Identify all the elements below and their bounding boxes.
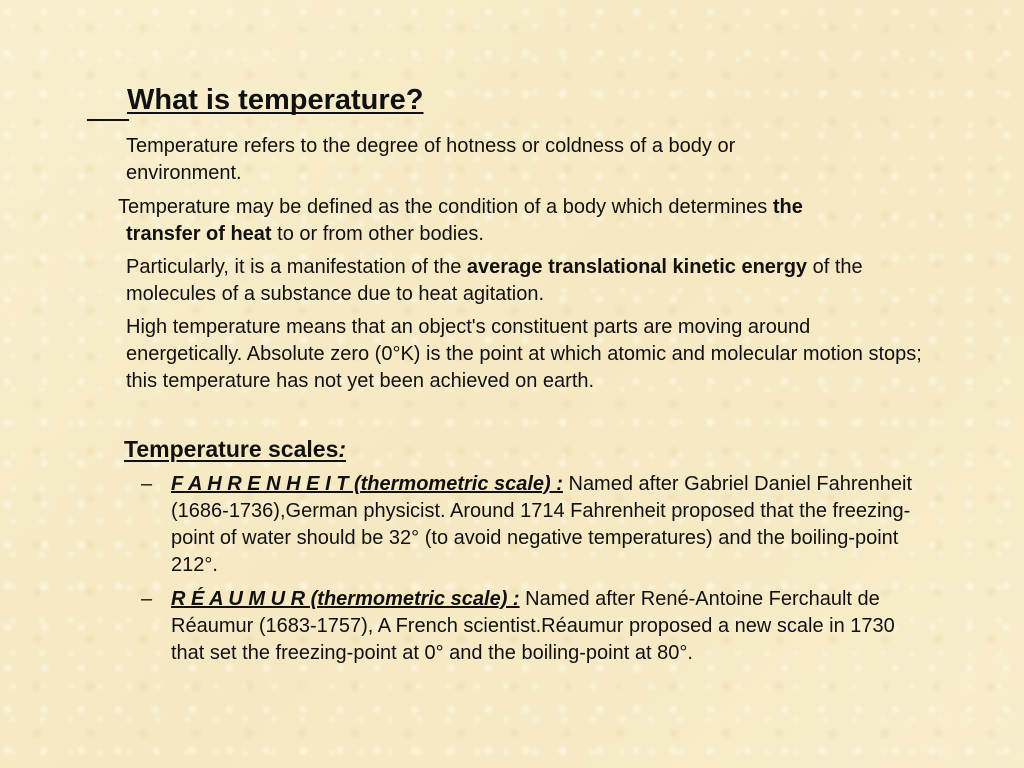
paragraph-condition-cont [118, 223, 484, 245]
fahrenheit-term: F A H R E N H E I T (thermometric scale) : [171, 473, 563, 495]
paragraph-condition [118, 194, 918, 248]
paragraph-condition-bold-transfer: transfer of heat [126, 223, 272, 245]
reaumur-term: R É A U M U R (thermometric scale) : [171, 588, 520, 610]
fahrenheit-text: Named after Gabriel Daniel Fahrenheit (1686-1736),German physicist. Around 1714 Fahrenheit proposed that the freezing-point of water should be 32° (to avoid negative temperatures) and the boiling-point 212°. [171, 473, 912, 576]
paragraph-high-temperature: High temperature means that an object's constituent parts are moving around energetically. Absolute zero (0°K) is the point at which atomic and molecular motion stops; this temperature has not yet been achieved on earth. [126, 316, 922, 392]
paragraph-kinetic-tail: of the molecules of a substance due to heat agitation. [126, 256, 863, 305]
paragraph-condition-bold-the: the [772, 196, 803, 218]
paragraph-kinetic [126, 254, 926, 308]
slide-title: What is temperature? [127, 84, 424, 116]
list-item-fahrenheit [141, 471, 931, 579]
title-underline-lead [87, 119, 129, 121]
title-row [87, 84, 424, 117]
paragraph-kinetic-text: Particularly, it is a manifestation of the [126, 256, 467, 278]
reaumur-text: Named after René-Antoine Ferchault de Réaumur (1683-1757), A French scientist.Réaumur proposed a new scale in 1730 that set the freezing-point at 0° and the boiling-point at 80°. [171, 588, 895, 664]
dash-bullet: – [141, 588, 153, 610]
paragraph-definition: Temperature refers to the degree of hotness or coldness of a body or environment. [126, 135, 736, 184]
scales-heading-text: Temperature scales [124, 436, 339, 462]
paragraph-condition-tail: to or from other bodies. [271, 223, 484, 245]
list-item-reaumur [141, 586, 931, 667]
paragraph-kinetic-bold: average translational kinetic energy [466, 256, 808, 278]
scales-heading-colon: : [338, 436, 347, 462]
dash-bullet: – [141, 473, 153, 495]
scales-heading [124, 436, 346, 463]
paragraph-condition-text: Temperature may be defined as the condition of a body which determines [118, 196, 773, 218]
